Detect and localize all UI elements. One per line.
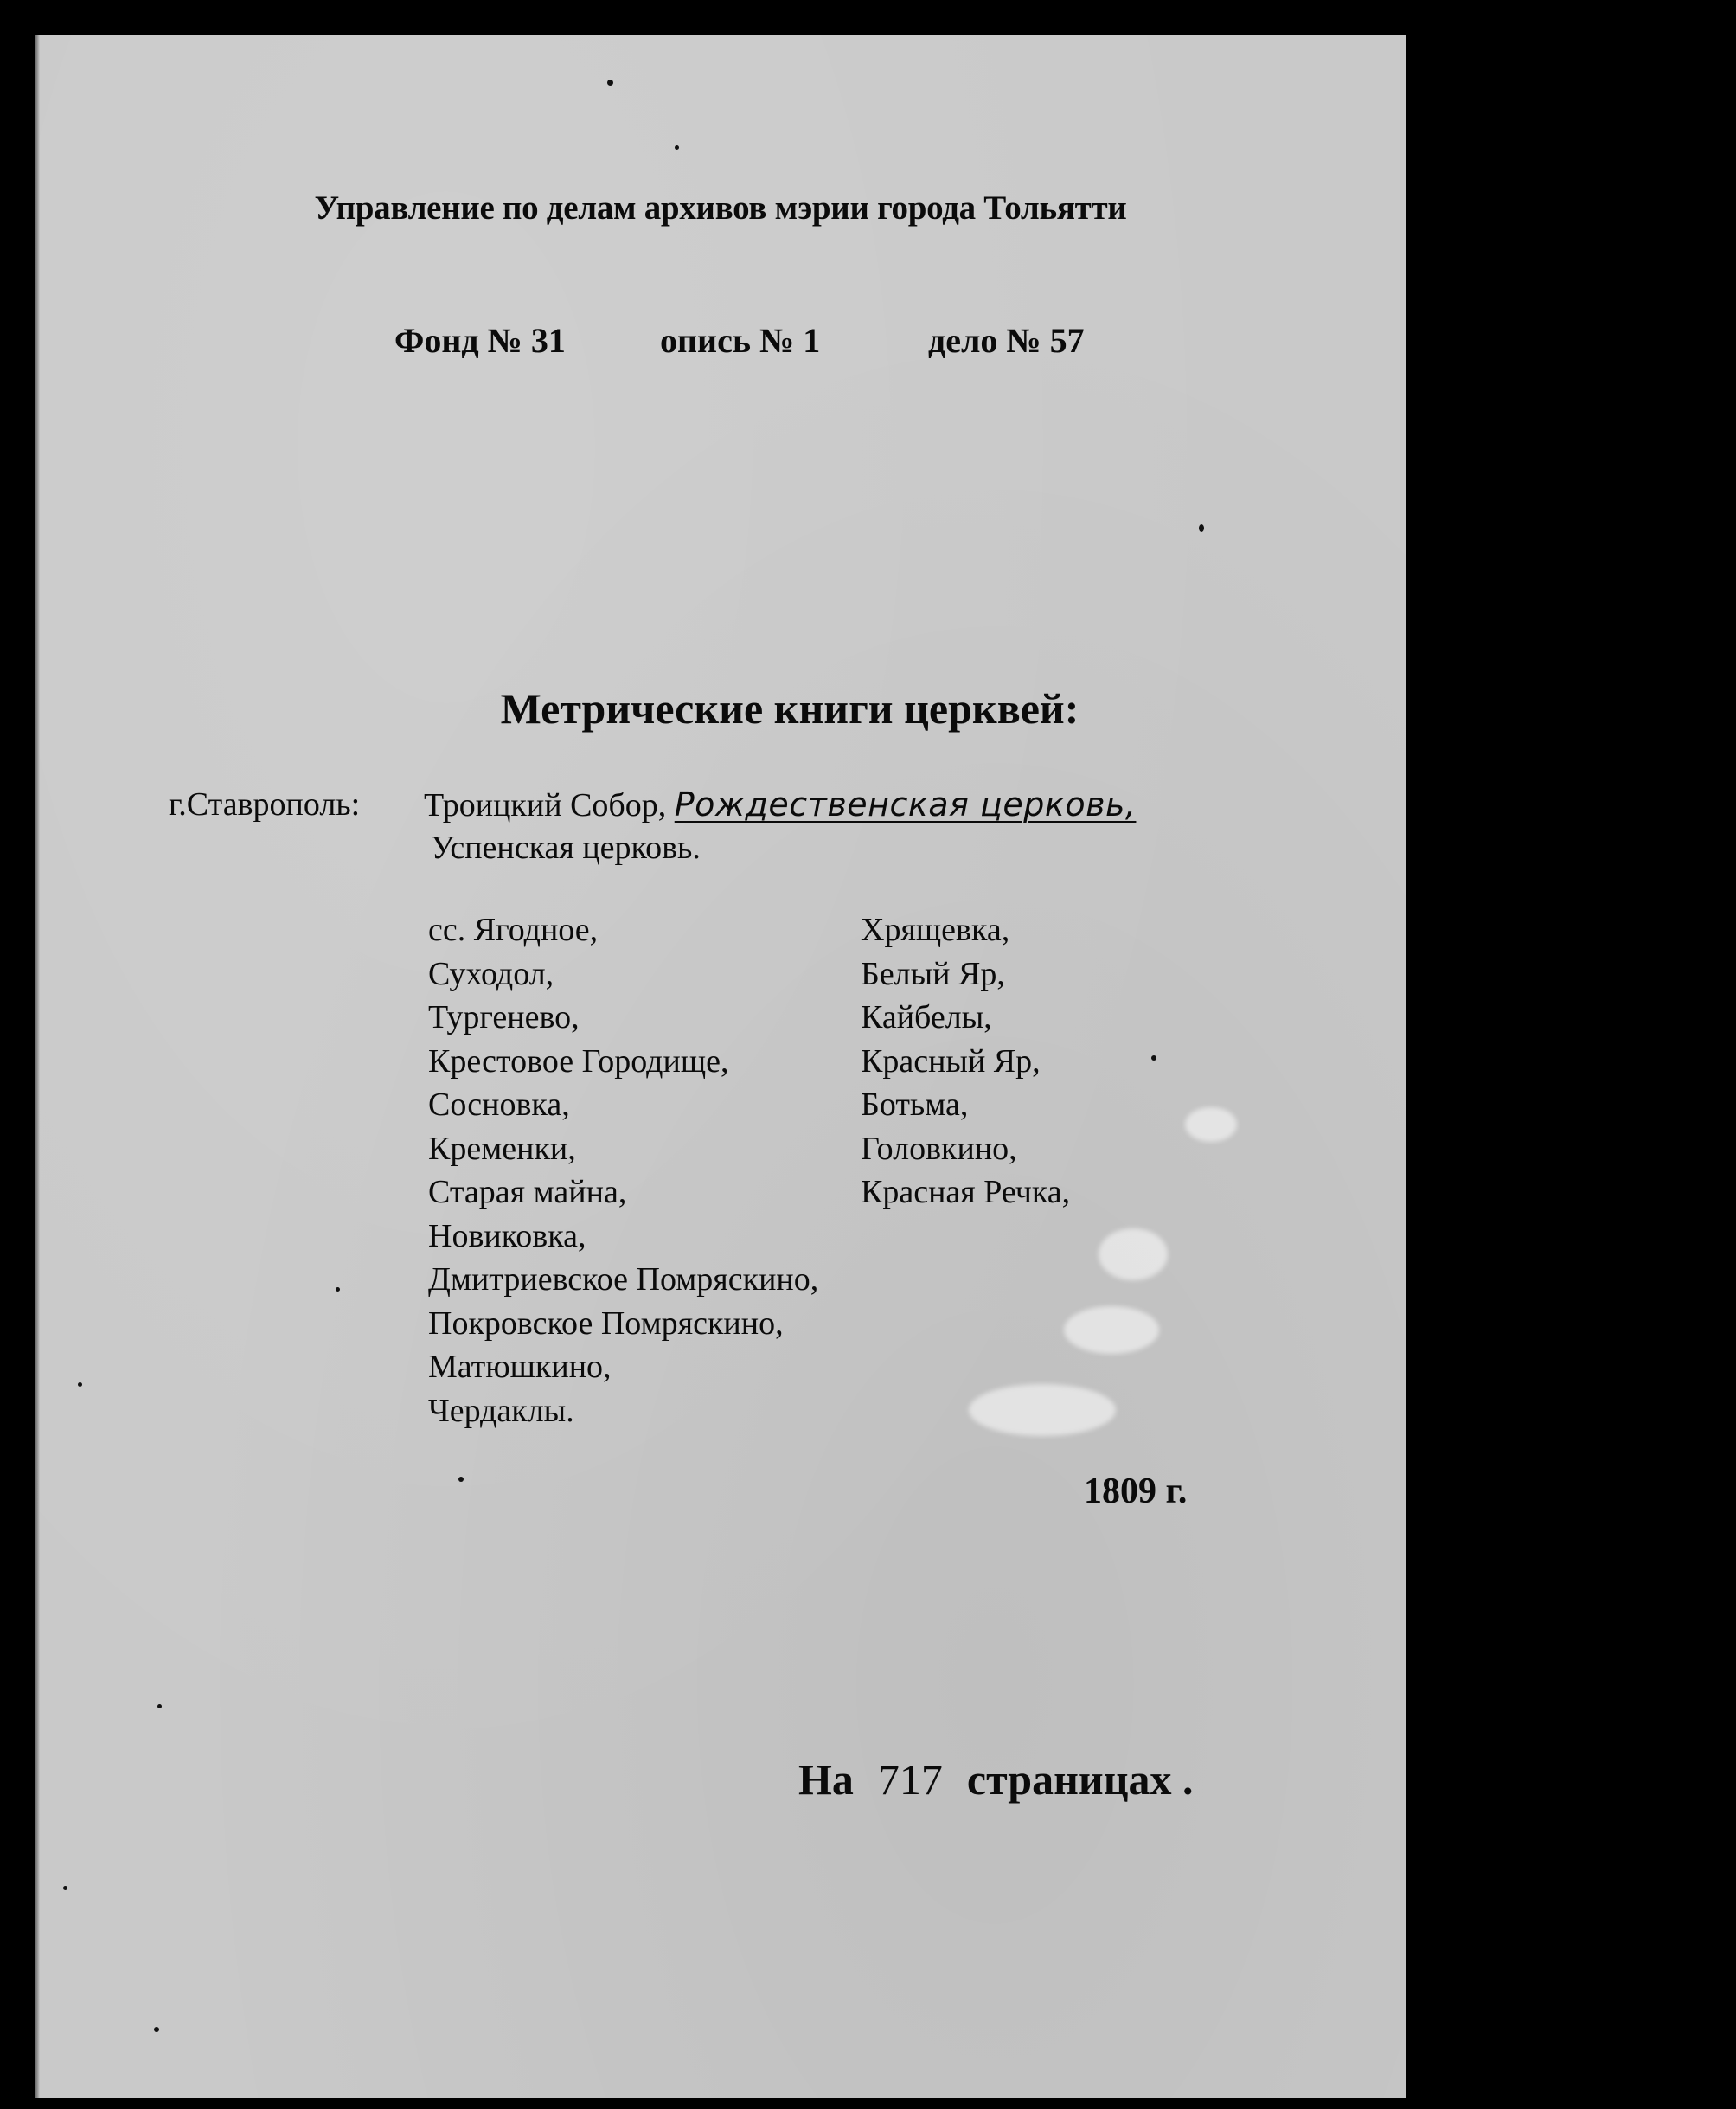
village-item: Белый Яр, [861,955,1005,992]
village-item: Суходол, [428,955,554,992]
paper-speck [78,1382,82,1387]
metric-books-heading: Метрические книги церквей: [500,684,1079,733]
paper-speck [458,1477,464,1482]
pages-suffix: страницах . [966,1755,1194,1804]
paper-speck [1151,1055,1156,1061]
village-item: Матюшкино, [428,1349,612,1385]
village-item: Чердаклы. [428,1392,574,1429]
sheet-edge-shadow [35,35,40,2098]
village-item: сс. Ягодное, [428,912,599,948]
handwritten-church: Рождественская церковь, [674,785,1137,824]
village-item: Красная Речка, [861,1174,1071,1210]
village-item: Тургенево, [428,999,580,1035]
year-label: 1809 г. [1084,1471,1188,1511]
village-item: Сосновка, [428,1087,570,1123]
paper-stain [1185,1107,1237,1142]
village-item: Покровское Помряскино, [428,1305,784,1342]
paper-speck [607,80,613,86]
villages-list-right [861,908,1070,1215]
printed-church: Троицкий Собор, [424,787,667,824]
archive-cover-sheet [35,35,1406,2098]
paper-speck [1199,524,1204,532]
village-item: Ботьма, [861,1087,969,1123]
paper-speck [336,1287,340,1292]
fond-number: Фонд № 31 [394,321,566,360]
village-item: Головкино, [861,1130,1017,1167]
pages-count: 717 [877,1755,943,1804]
paper-stain [1099,1228,1168,1280]
paper-speck [157,1704,162,1708]
paper-speck [63,1886,67,1890]
village-item: Крестовое Городище, [428,1042,729,1080]
village-item: Кайбелы, [861,999,992,1035]
city-churches-line [424,785,1136,824]
archive-title: Управление по делам архивов мэрии города Тольятти [314,189,1127,227]
city-churches-line-2: Успенская церковь. [431,830,701,866]
paper-speck [154,2027,159,2032]
village-item: Дмитриевское Помряскино, [428,1261,819,1298]
village-item: Красный Яр, [861,1042,1041,1080]
village-item: Кременки, [428,1130,576,1167]
villages-list-left [428,908,818,1433]
paper-stain [969,1384,1116,1436]
page-count-line [798,1754,1194,1805]
pages-prefix: На [798,1755,854,1804]
village-item: Хрящевка, [861,912,1010,948]
city-label: г.Ставрополь: [169,786,361,823]
village-item: Старая майна, [428,1174,627,1210]
opis-number: опись № 1 [660,321,821,360]
paper-speck [675,145,679,150]
village-item: Новиковка, [428,1217,586,1254]
delo-number: дело № 57 [928,321,1085,360]
paper-stain [1064,1306,1159,1354]
